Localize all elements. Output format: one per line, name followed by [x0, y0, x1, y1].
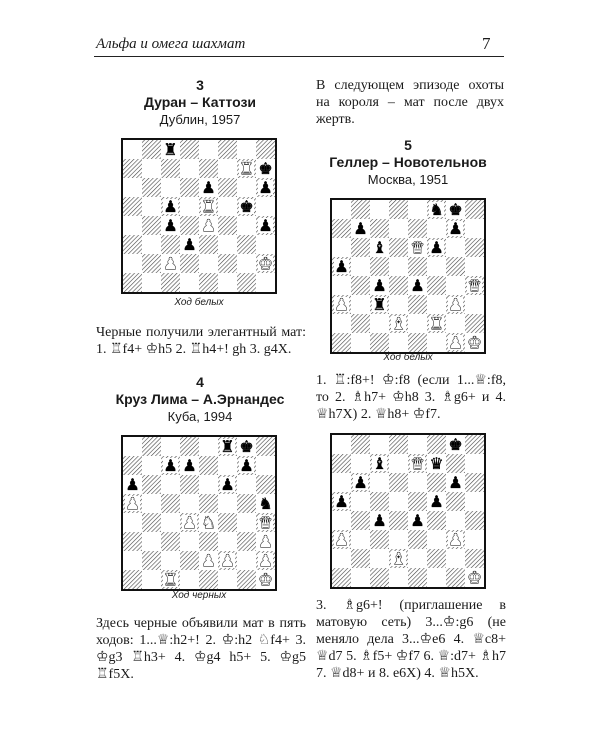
board-square	[161, 475, 180, 494]
board-square	[218, 456, 237, 475]
black-pawn-icon: ♟	[353, 219, 368, 238]
page-number: 7	[482, 34, 491, 53]
black-pawn-icon: ♟	[372, 276, 387, 295]
board-square	[142, 178, 161, 197]
board-square	[142, 494, 161, 513]
black-knight-icon: ♞	[258, 494, 273, 513]
white-pawn-icon: ♟	[334, 295, 349, 314]
board-square	[218, 513, 237, 532]
board-square	[351, 238, 370, 257]
board-square	[161, 235, 180, 254]
board-square	[408, 435, 427, 454]
board-square	[237, 273, 256, 292]
board-square	[332, 549, 351, 568]
game-5-place: Москва, 1951	[367, 172, 449, 187]
white-queen-icon: ♛	[410, 238, 425, 257]
board-square	[389, 238, 408, 257]
white-rook-icon: ♜	[163, 570, 178, 589]
board-square	[351, 333, 370, 352]
board-square	[351, 435, 370, 454]
board-square	[123, 513, 142, 532]
game-5-solution	[316, 372, 506, 423]
board-square	[465, 295, 484, 314]
board-square	[427, 295, 446, 314]
board-square	[161, 159, 180, 178]
board-square	[408, 568, 427, 587]
board-square	[389, 295, 408, 314]
black-pawn-icon: ♟	[125, 475, 140, 494]
board-square	[370, 492, 389, 511]
board-square	[389, 435, 408, 454]
board-square	[389, 257, 408, 276]
game-5-number: 5	[404, 137, 412, 153]
board-square	[142, 197, 161, 216]
board-square	[180, 178, 199, 197]
board-square	[408, 295, 427, 314]
board-square	[218, 494, 237, 513]
chess-diagram-5	[330, 198, 486, 354]
board-square	[332, 314, 351, 333]
board-square	[351, 295, 370, 314]
black-rook-icon: ♜	[163, 140, 178, 159]
board-square	[465, 200, 484, 219]
game-3-players: Дуран – Каттози	[143, 94, 257, 110]
board-square	[427, 219, 446, 238]
board-square	[427, 473, 446, 492]
board-square	[180, 551, 199, 570]
board-square	[123, 456, 142, 475]
white-pawn-icon: ♟	[448, 530, 463, 549]
black-pawn-icon: ♟	[201, 178, 216, 197]
board-square	[408, 473, 427, 492]
board-square	[161, 494, 180, 513]
black-king-icon: ♚	[258, 159, 273, 178]
board-square	[142, 570, 161, 589]
board-square	[218, 159, 237, 178]
white-rook-icon: ♜	[201, 197, 216, 216]
black-pawn-icon: ♟	[372, 511, 387, 530]
board-square	[123, 254, 142, 273]
board-square	[142, 437, 161, 456]
board-square	[332, 200, 351, 219]
black-pawn-icon: ♟	[334, 492, 349, 511]
game-3-place: Дублин, 1957	[159, 112, 241, 127]
board-square	[351, 549, 370, 568]
board-square	[332, 333, 351, 352]
board-square	[142, 159, 161, 178]
board-square	[218, 140, 237, 159]
black-pawn-icon: ♟	[448, 219, 463, 238]
board-square	[218, 273, 237, 292]
board-square	[256, 475, 275, 494]
board-square	[199, 273, 218, 292]
board-square	[389, 530, 408, 549]
board-square	[370, 435, 389, 454]
board-square	[465, 492, 484, 511]
board-square	[370, 333, 389, 352]
black-pawn-icon: ♟	[182, 235, 197, 254]
board-square	[180, 273, 199, 292]
board-square	[446, 454, 465, 473]
white-pawn-icon: ♟	[182, 513, 197, 532]
board-square	[142, 475, 161, 494]
black-pawn-icon: ♟	[182, 456, 197, 475]
game-5-players: Геллер – Новотельнов	[329, 154, 487, 170]
board-square	[256, 197, 275, 216]
header-rule	[94, 56, 504, 57]
black-bishop-icon: ♝	[372, 238, 387, 257]
game-3-solution-text: Черные получили элегантный мат: 1. ♖f4+ ♔h5 2. ♖h4+! gh 3. g4Х.	[96, 325, 306, 357]
board-square	[123, 178, 142, 197]
white-pawn-icon: ♟	[448, 295, 463, 314]
board-square	[351, 257, 370, 276]
board-square	[161, 513, 180, 532]
board-square	[142, 216, 161, 235]
board-square	[142, 551, 161, 570]
board-square	[237, 570, 256, 589]
white-queen-icon: ♛	[467, 276, 482, 295]
white-bishop-icon: ♝	[391, 314, 406, 333]
game-4-solution	[96, 615, 306, 683]
board-square	[142, 140, 161, 159]
board-square	[427, 257, 446, 276]
board-square	[180, 494, 199, 513]
board-square	[332, 473, 351, 492]
board-square	[237, 254, 256, 273]
white-rook-icon: ♜	[429, 314, 444, 333]
board-square	[465, 549, 484, 568]
board-square	[332, 435, 351, 454]
board-square	[256, 273, 275, 292]
board-square	[237, 494, 256, 513]
game-4-caption: Ход черных	[171, 590, 227, 601]
board-square	[218, 235, 237, 254]
chess-diagram-5-continuation	[330, 433, 486, 589]
board-square	[161, 178, 180, 197]
board-square	[446, 511, 465, 530]
board-square	[332, 238, 351, 257]
board-square	[446, 549, 465, 568]
board-square	[161, 273, 180, 292]
board-square	[142, 235, 161, 254]
board-square	[351, 454, 370, 473]
board-square	[408, 200, 427, 219]
board-square	[199, 570, 218, 589]
board-square	[218, 197, 237, 216]
board-square	[370, 257, 389, 276]
black-pawn-icon: ♟	[258, 178, 273, 197]
board-square	[218, 178, 237, 197]
black-pawn-icon: ♟	[448, 473, 463, 492]
game-5-continuation	[316, 597, 506, 682]
board-square	[256, 437, 275, 456]
board-square	[123, 273, 142, 292]
board-square	[332, 511, 351, 530]
board-square	[370, 530, 389, 549]
board-square	[427, 333, 446, 352]
board-square	[332, 454, 351, 473]
white-king-icon: ♚	[258, 570, 273, 589]
game-4-players: Круз Лима – А.Эрнандес	[115, 391, 285, 407]
game-4-number: 4	[196, 374, 204, 390]
board-square	[408, 333, 427, 352]
board-square	[465, 511, 484, 530]
white-queen-icon: ♛	[410, 454, 425, 473]
board-square	[180, 197, 199, 216]
board-square	[237, 235, 256, 254]
board-square	[389, 454, 408, 473]
board-square	[427, 568, 446, 587]
board-square	[351, 568, 370, 587]
board-square	[389, 276, 408, 295]
board-square	[408, 530, 427, 549]
board-square	[218, 254, 237, 273]
board-square	[465, 219, 484, 238]
white-pawn-icon: ♟	[125, 494, 140, 513]
board-square	[332, 276, 351, 295]
board-square	[389, 219, 408, 238]
board-square	[351, 530, 370, 549]
black-king-icon: ♚	[239, 197, 254, 216]
black-pawn-icon: ♟	[163, 456, 178, 475]
board-square	[123, 570, 142, 589]
black-knight-icon: ♞	[429, 200, 444, 219]
black-queen-icon: ♛	[429, 454, 444, 473]
board-square	[370, 549, 389, 568]
board-square	[161, 532, 180, 551]
board-square	[427, 435, 446, 454]
board-square	[389, 200, 408, 219]
board-square	[465, 454, 484, 473]
game-3-number: 3	[196, 77, 204, 93]
game-5-intro	[316, 77, 504, 128]
black-king-icon: ♚	[239, 437, 254, 456]
board-square	[427, 530, 446, 549]
board-square	[237, 513, 256, 532]
board-square	[465, 473, 484, 492]
black-pawn-icon: ♟	[410, 276, 425, 295]
board-square	[332, 219, 351, 238]
board-square	[199, 456, 218, 475]
board-square	[180, 254, 199, 273]
board-square	[123, 437, 142, 456]
game-4-place: Куба, 1994	[167, 409, 233, 424]
game-5-solution-text: 1. ♖:f8+! ♔:f8 (если 1...♕:f8, то 2. ♗h7+ ♔h8 3. ♗g6+ и 4. ♕h7Х) 2. ♕h8+ ♔f7.	[316, 373, 506, 422]
board-square	[389, 473, 408, 492]
board-square	[199, 475, 218, 494]
board-square	[351, 492, 370, 511]
board-square	[123, 235, 142, 254]
board-square	[370, 473, 389, 492]
white-pawn-icon: ♟	[220, 551, 235, 570]
white-bishop-icon: ♝	[391, 549, 406, 568]
board-square	[256, 140, 275, 159]
black-pawn-icon: ♟	[258, 216, 273, 235]
black-rook-icon: ♜	[372, 295, 387, 314]
white-pawn-icon: ♟	[258, 551, 273, 570]
board-square	[351, 314, 370, 333]
black-pawn-icon: ♟	[429, 238, 444, 257]
white-pawn-icon: ♟	[201, 551, 216, 570]
board-square	[446, 257, 465, 276]
board-square	[142, 273, 161, 292]
board-square	[465, 530, 484, 549]
board-square	[351, 276, 370, 295]
board-square	[370, 568, 389, 587]
white-rook-icon: ♜	[239, 159, 254, 178]
board-square	[142, 254, 161, 273]
white-king-icon: ♚	[467, 568, 482, 587]
game-5-intro-text: В следующем эпизоде охоты на короля – мат после двух жертв.	[316, 78, 504, 127]
board-square	[332, 568, 351, 587]
board-square	[237, 475, 256, 494]
white-pawn-icon: ♟	[448, 333, 463, 352]
board-square	[446, 568, 465, 587]
board-square	[123, 532, 142, 551]
board-square	[408, 219, 427, 238]
white-pawn-icon: ♟	[258, 532, 273, 551]
board-square	[237, 532, 256, 551]
game-4-solution-text: Здесь черные объявили мат в пять ходов: 1...♕:h2+! 2. ♔:h2 ♘f4+ 3. ♔g3 ♖h3+ 4. ♔g4 h5+ 5. ♔g5 ♖f5Х.	[96, 616, 306, 682]
board-square	[199, 494, 218, 513]
board-square	[180, 216, 199, 235]
board-square	[123, 159, 142, 178]
white-queen-icon: ♛	[258, 513, 273, 532]
white-pawn-icon: ♟	[163, 254, 178, 273]
board-square	[237, 216, 256, 235]
black-pawn-icon: ♟	[429, 492, 444, 511]
board-square	[142, 456, 161, 475]
board-square	[408, 257, 427, 276]
board-square	[142, 513, 161, 532]
board-square	[180, 140, 199, 159]
white-knight-icon: ♞	[201, 513, 216, 532]
board-square	[446, 492, 465, 511]
board-square	[218, 532, 237, 551]
game-5-continuation-text: 3. ♗g6+! (приглашение в матовую сеть) 3...♔:g6 (не меняло дела 3...♔e6 4. ♕c8+ ♕d7 5. ♗f5+ ♔f7 6. ♕:d7+ ♗h7 7. ♕d8+ и 8. e6Х) 4. ♕h5Х.	[316, 598, 506, 681]
board-square	[199, 140, 218, 159]
board-square	[389, 492, 408, 511]
board-square	[465, 238, 484, 257]
board-square	[199, 437, 218, 456]
board-square	[465, 257, 484, 276]
chess-diagram-3	[121, 138, 277, 294]
board-square	[123, 197, 142, 216]
board-square	[180, 532, 199, 551]
board-square	[180, 570, 199, 589]
board-square	[408, 492, 427, 511]
black-pawn-icon: ♟	[163, 216, 178, 235]
board-square	[370, 200, 389, 219]
board-square	[408, 314, 427, 333]
board-square	[465, 314, 484, 333]
board-square	[199, 532, 218, 551]
board-square	[161, 437, 180, 456]
running-header-title: Альфа и омега шахмат	[96, 36, 246, 52]
board-square	[370, 314, 389, 333]
game-5-caption: Ход белых	[383, 352, 433, 363]
board-square	[427, 511, 446, 530]
board-square	[180, 437, 199, 456]
black-pawn-icon: ♟	[353, 473, 368, 492]
board-square	[123, 216, 142, 235]
board-square	[446, 238, 465, 257]
board-square	[161, 551, 180, 570]
board-square	[389, 568, 408, 587]
white-king-icon: ♚	[258, 254, 273, 273]
board-square	[237, 178, 256, 197]
black-pawn-icon: ♟	[220, 475, 235, 494]
board-square	[446, 276, 465, 295]
board-square	[218, 216, 237, 235]
board-square	[180, 159, 199, 178]
white-pawn-icon: ♟	[201, 216, 216, 235]
board-square	[142, 532, 161, 551]
board-square	[199, 235, 218, 254]
board-square	[465, 435, 484, 454]
board-square	[199, 254, 218, 273]
black-king-icon: ♚	[448, 200, 463, 219]
board-square	[123, 140, 142, 159]
black-pawn-icon: ♟	[334, 257, 349, 276]
game-3-caption: Ход белых	[174, 297, 224, 308]
board-square	[427, 549, 446, 568]
game-3-solution	[96, 324, 306, 358]
white-pawn-icon: ♟	[334, 530, 349, 549]
board-square	[237, 140, 256, 159]
board-square	[123, 551, 142, 570]
board-square	[427, 276, 446, 295]
board-square	[389, 511, 408, 530]
black-pawn-icon: ♟	[163, 197, 178, 216]
board-square	[199, 159, 218, 178]
black-pawn-icon: ♟	[239, 456, 254, 475]
board-square	[180, 475, 199, 494]
chess-diagram-4	[121, 435, 277, 591]
black-rook-icon: ♜	[220, 437, 235, 456]
board-square	[218, 570, 237, 589]
black-king-icon: ♚	[448, 435, 463, 454]
board-square	[370, 219, 389, 238]
board-square	[389, 333, 408, 352]
white-king-icon: ♚	[467, 333, 482, 352]
board-square	[351, 200, 370, 219]
board-square	[237, 551, 256, 570]
black-bishop-icon: ♝	[372, 454, 387, 473]
black-pawn-icon: ♟	[410, 511, 425, 530]
board-square	[256, 456, 275, 475]
board-square	[408, 549, 427, 568]
board-square	[446, 314, 465, 333]
board-square	[351, 511, 370, 530]
board-square	[256, 235, 275, 254]
